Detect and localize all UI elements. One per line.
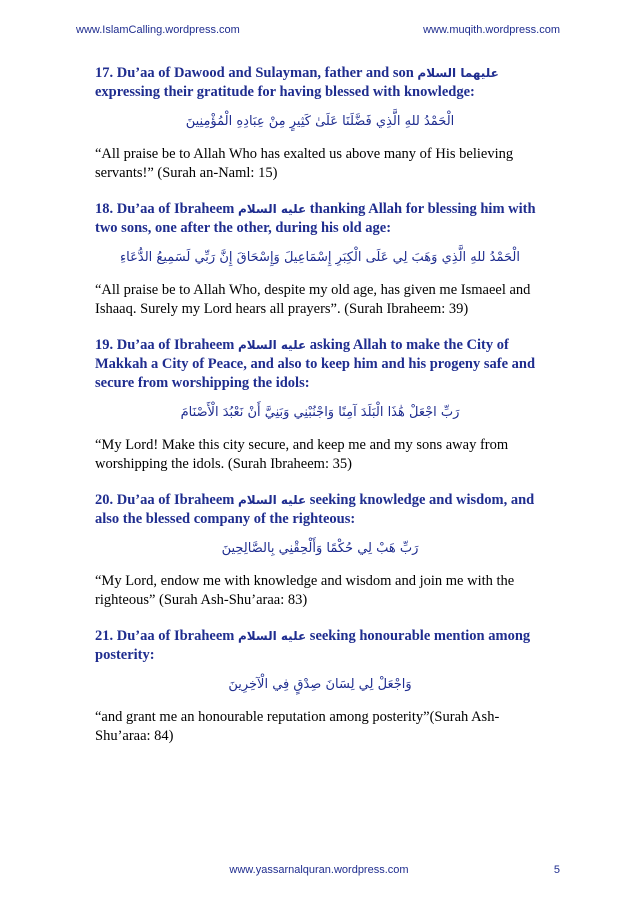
dua-entry-17 xyxy=(95,64,545,183)
dua-heading xyxy=(95,627,545,665)
header-link-islamcalling[interactable]: www.IslamCalling.wordpress.com xyxy=(76,24,240,36)
heading-title: 17. Du’aa of Dawood and Sulayman, father and son xyxy=(95,65,414,81)
arabic-verse: الْحَمْدُ للهِ الَّذِي فَضَّلَنَا عَلَىٰ كَثِيرٍ مِنْ عِبَادِهِ الْمُؤْمِنِينَ xyxy=(185,114,455,129)
arabic-verse: الْحَمْدُ للهِ الَّذِي وَهَبَ لِي عَلَى الْكِبَرِ إِسْمَاعِيلَ وَإِسْحَاقَ إِنَّ رَبِّي لَسَمِيعُ الدُّعَاءِ xyxy=(120,250,520,265)
dua-heading xyxy=(95,336,545,393)
heading-arabic-honorific: عليه السلام xyxy=(237,493,307,507)
arabic-verse: رَبِّ هَبْ لِي حُكْمًا وَأَلْحِقْنِي بِالصَّالِحِينَ xyxy=(221,541,419,556)
footer-link-yassarnalquran[interactable]: www.yassarnalquran.wordpress.com xyxy=(229,864,409,876)
dua-entry-19 xyxy=(95,336,545,474)
heading-description: asking Allah to make the City of Makkah a City of Peace, and also to keep him and his progeny safe and secure from worshipping the idols: xyxy=(95,337,536,391)
heading-arabic-honorific: عليه السلام xyxy=(237,629,307,643)
dua-entry-18 xyxy=(95,200,545,319)
heading-arabic-honorific: عليهما السلام xyxy=(417,66,499,80)
page-number: 5 xyxy=(553,864,560,876)
arabic-verse: وَاجْعَلْ لِي لِسَانَ صِدْقٍ فِي الْآخِرِينَ xyxy=(228,677,412,692)
heading-description: seeking knowledge and wisdom, and also the blessed company of the righteous: xyxy=(95,492,535,527)
translation: “All praise be to Allah Who has exalted us above many of His believing servants!” (Surah an-Naml: 15) xyxy=(95,146,514,181)
heading-description: thanking Allah for blessing him with two sons, one after the other, during his old age: xyxy=(95,201,536,236)
heading-title: 18. Du’aa of Ibraheem xyxy=(95,201,235,217)
heading-title: 21. Du’aa of Ibraheem xyxy=(95,628,235,644)
header-link-muqith[interactable]: www.muqith.wordpress.com xyxy=(423,24,560,36)
heading-description: seeking honourable mention among posterity: xyxy=(95,628,531,663)
heading-title: 19. Du’aa of Ibraheem xyxy=(95,337,235,353)
arabic-verse: رَبِّ اجْعَلْ هَٰذَا الْبَلَدَ آمِنًا وَاجْنُبْنِي وَبَنِيَّ أَنْ نَعْبُدَ الْأَصْنَامَ xyxy=(180,405,460,420)
dua-heading xyxy=(95,64,545,102)
translation: “and grant me an honourable reputation among posterity”(Surah Ash-Shu’araa: 84) xyxy=(95,709,500,744)
heading-title: 20. Du’aa of Ibraheem xyxy=(95,492,235,508)
translation: “My Lord! Make this city secure, and keep me and my sons away from worshipping the idols. (Surah Ibraheem: 35) xyxy=(95,437,509,472)
dua-heading xyxy=(95,200,545,238)
dua-entry-20 xyxy=(95,491,545,610)
page-content xyxy=(95,64,545,763)
dua-heading xyxy=(95,491,545,529)
dua-entry-21 xyxy=(95,627,545,746)
heading-arabic-honorific: عليه السلام xyxy=(237,202,307,216)
translation: “My Lord, endow me with knowledge and wisdom and join me with the righteous” (Surah Ash-Shu’araa: 83) xyxy=(95,573,515,608)
heading-description: expressing their gratitude for having blessed with knowledge: xyxy=(95,84,475,100)
heading-arabic-honorific: عليه السلام xyxy=(237,338,307,352)
translation: “All praise be to Allah Who, despite my old age, has given me Ismaeel and Ishaaq. Surely my Lord hears all prayers”. (Surah Ibraheem: 39) xyxy=(95,282,531,317)
